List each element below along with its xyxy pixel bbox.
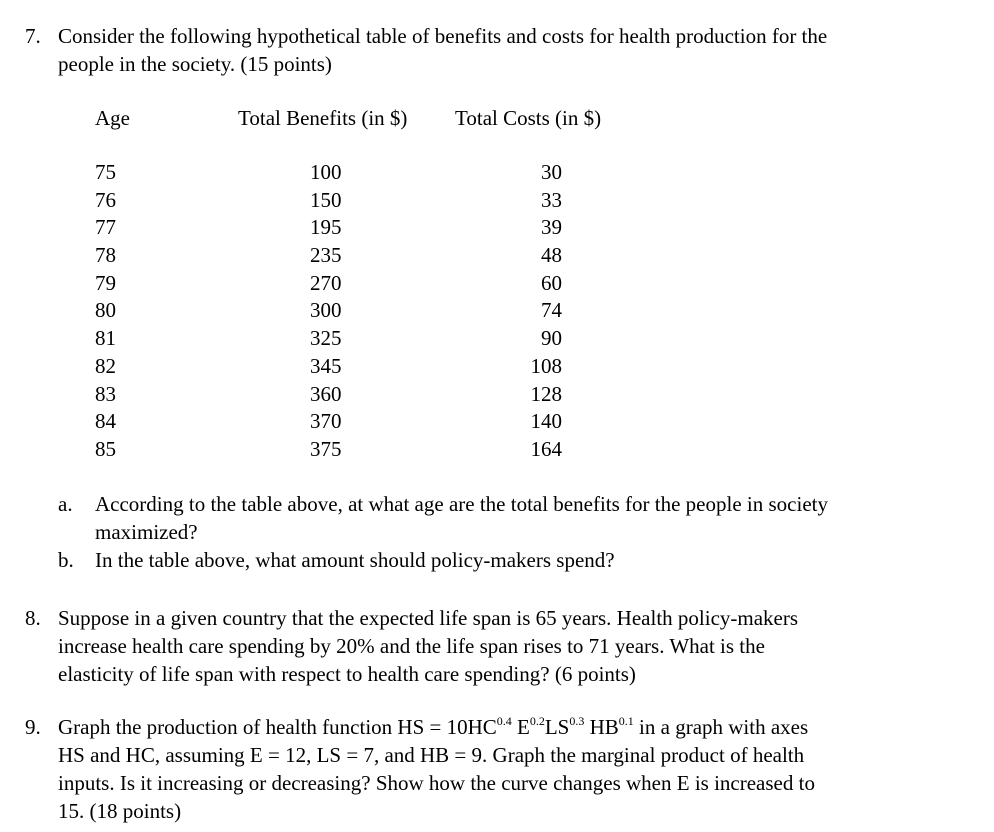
table-header-total-benefits: Total Benefits (in $) <box>238 106 408 130</box>
sub-question-b-line: In the table above, what amount should policy-makers spend? <box>95 548 615 572</box>
table-cell-benefits: 195 <box>310 215 342 240</box>
formula-text: in a graph with axes <box>633 715 809 739</box>
sub-question-b-text <box>95 546 955 574</box>
question-7-text <box>58 22 958 78</box>
question-7-line: people in the society. (15 points) <box>58 52 332 76</box>
table-cell-age: 85 <box>95 436 116 461</box>
table-cell-age: 84 <box>95 409 116 434</box>
formula-text: Graph the production of health function HS = 10HC <box>58 715 497 739</box>
table-cell-age: 81 <box>95 326 116 351</box>
table-cell-costs: 48 <box>541 243 562 268</box>
table-cell-age: 80 <box>95 298 116 323</box>
formula-text: LS <box>544 715 570 739</box>
table-cell-age: 79 <box>95 270 116 295</box>
question-8-line: elasticity of life span with respect to health care spending? (6 points) <box>58 662 636 686</box>
table-cell-costs: 128 <box>530 381 562 406</box>
table-cell-age: 76 <box>95 187 116 212</box>
question-8-text <box>58 604 958 688</box>
table-cell-costs: 108 <box>530 353 562 378</box>
table-column-total-costs <box>520 159 562 464</box>
question-9-line: HS and HC, assuming E = 12, LS = 7, and HB = 9. Graph the marginal product of health <box>58 743 805 767</box>
table-column-age <box>95 159 116 464</box>
question-9-line: inputs. Is it increasing or decreasing? Show how the curve changes when E is increased to <box>58 771 815 795</box>
question-8-line: Suppose in a given country that the expected life span is 65 years. Health policy-makers <box>58 606 799 630</box>
table-cell-benefits: 370 <box>310 409 342 434</box>
question-8-number: 8. <box>25 606 41 630</box>
question-9-formula-line <box>58 713 958 741</box>
sub-question-a-line: According to the table above, at what age are the total benefits for the people in society <box>95 492 828 516</box>
table-cell-benefits: 100 <box>310 160 342 184</box>
table-cell-age: 75 <box>95 160 116 184</box>
formula-exponent: 0.2 <box>529 714 545 728</box>
table-cell-costs: 33 <box>541 187 562 212</box>
table-cell-benefits: 360 <box>310 381 342 406</box>
sub-question-a-label: a. <box>58 492 73 516</box>
sub-question-a-text <box>95 490 955 546</box>
formula-exponent: 0.4 <box>496 714 512 728</box>
table-header-age: Age <box>95 106 130 130</box>
table-cell-age: 77 <box>95 215 116 240</box>
formula-exponent: 0.3 <box>569 714 585 728</box>
table-cell-age: 83 <box>95 381 116 406</box>
table-cell-costs: 74 <box>541 298 562 323</box>
sub-question-a-line: maximized? <box>95 520 198 544</box>
table-cell-benefits: 375 <box>310 436 342 461</box>
table-cell-costs: 140 <box>530 409 562 434</box>
table-cell-costs: 90 <box>541 326 562 351</box>
question-9-number: 9. <box>25 715 41 739</box>
table-cell-costs: 164 <box>530 436 562 461</box>
formula-exponent: 0.1 <box>618 714 634 728</box>
table-cell-age: 82 <box>95 353 116 378</box>
table-cell-costs: 30 <box>541 160 562 184</box>
question-7-line: Consider the following hypothetical table of benefits and costs for health production for the <box>58 24 828 48</box>
sub-question-b-label: b. <box>58 548 74 572</box>
formula-text: HB <box>584 715 619 739</box>
table-cell-costs: 39 <box>541 215 562 240</box>
question-9-line: 15. (18 points) <box>58 799 182 823</box>
table-cell-benefits: 235 <box>310 243 342 268</box>
question-9-text <box>58 713 958 825</box>
table-cell-benefits: 270 <box>310 270 342 295</box>
formula-text: E <box>511 715 530 739</box>
table-cell-benefits: 300 <box>310 298 342 323</box>
table-cell-benefits: 150 <box>310 187 342 212</box>
question-8-line: increase health care spending by 20% and the life span rises to 71 years. What is the <box>58 634 765 658</box>
table-cell-benefits: 325 <box>310 326 342 351</box>
table-cell-costs: 60 <box>541 270 562 295</box>
question-7-number: 7. <box>25 24 41 48</box>
table-cell-age: 78 <box>95 243 116 268</box>
table-column-total-benefits <box>310 159 342 464</box>
table-header-total-costs: Total Costs (in $) <box>455 106 602 130</box>
table-cell-benefits: 345 <box>310 353 342 378</box>
